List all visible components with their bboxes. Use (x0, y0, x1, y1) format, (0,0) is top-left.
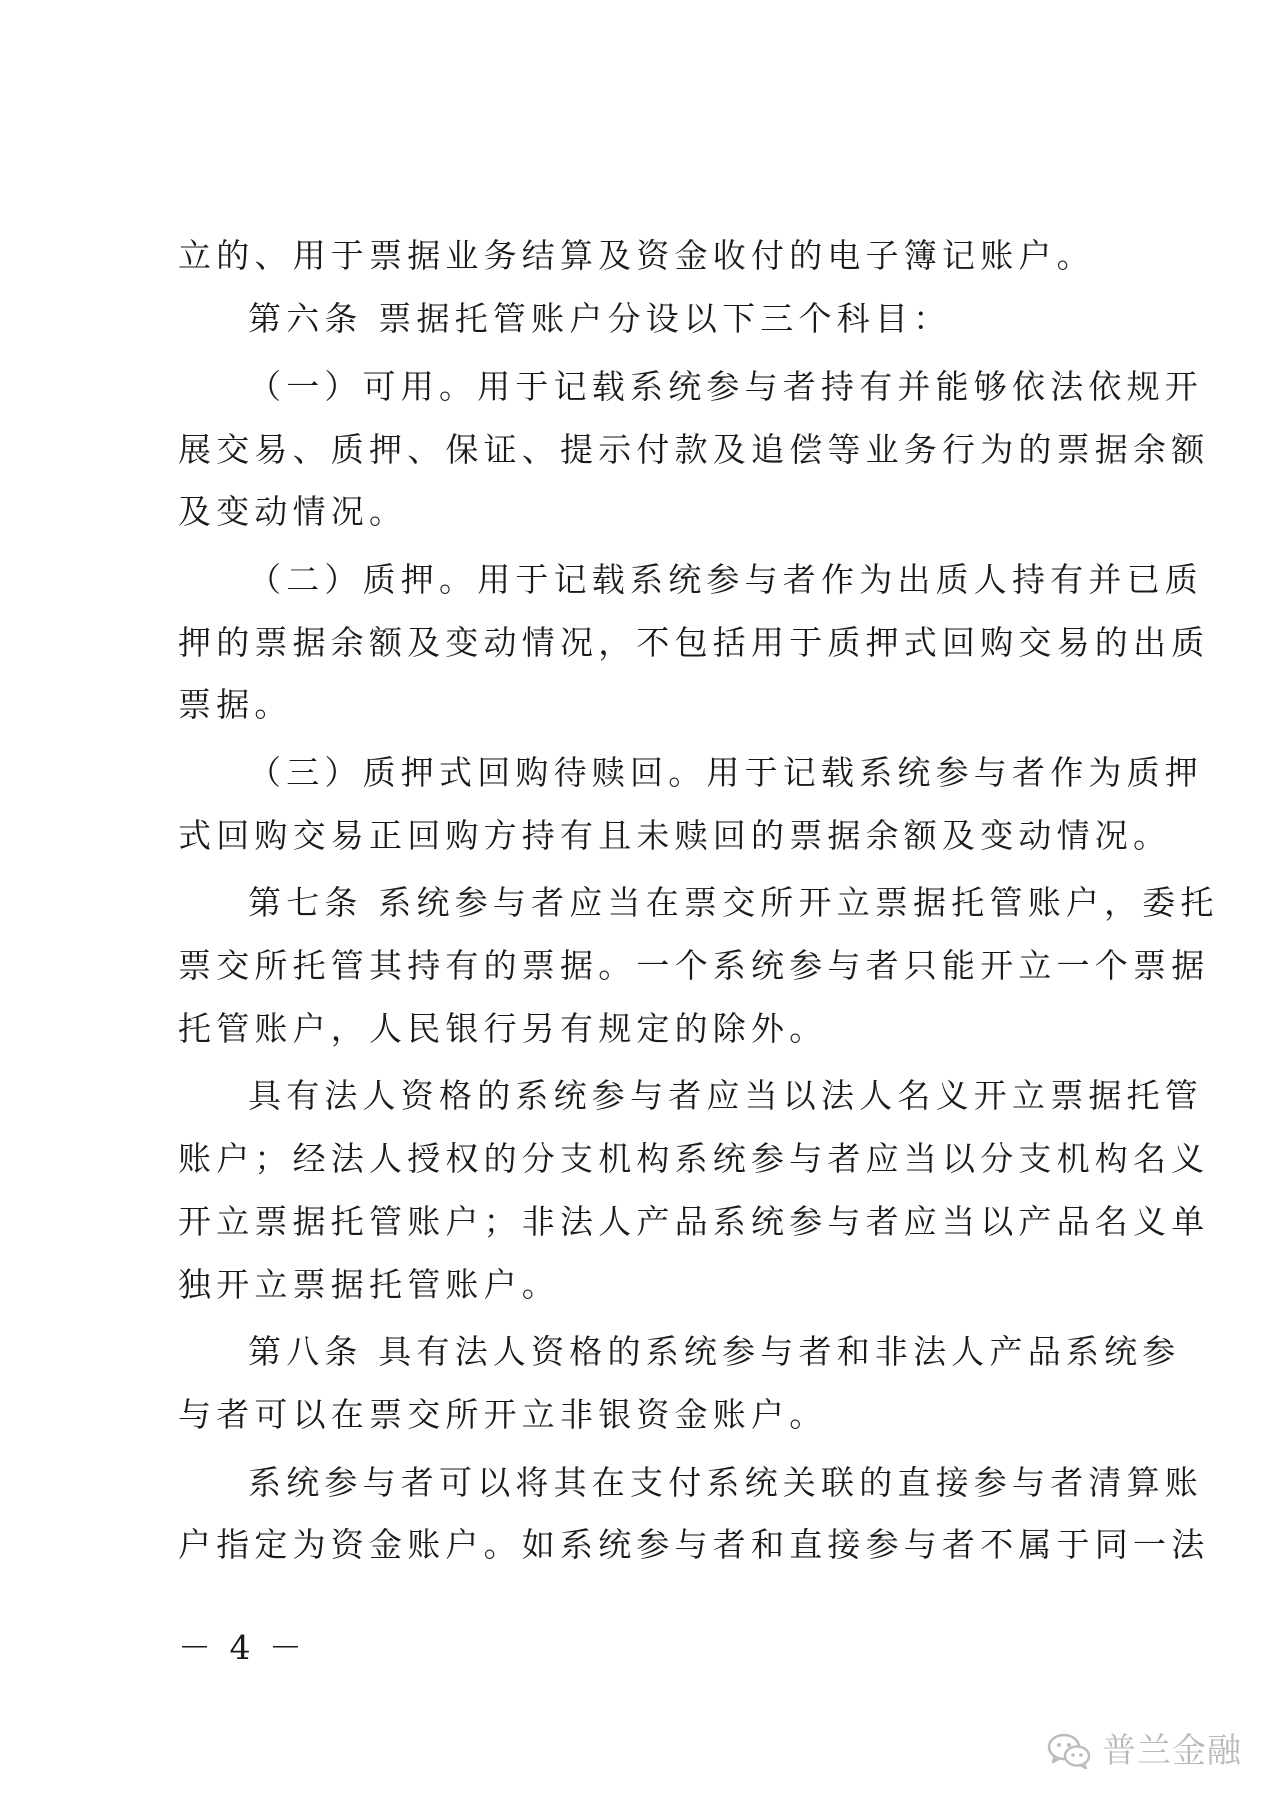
text-line: （一）可用。用于记载系统参与者持有并能够依法依规开 (248, 367, 1203, 406)
watermark-text: 普兰金融 (1102, 1731, 1242, 1771)
text-line: 及变动情况。 (178, 492, 408, 531)
text-line: 押的票据余额及变动情况，不包括用于质押式回购交易的出质 (178, 623, 1210, 662)
article-6-heading: 第六条 票据托管账户分设以下三个科目： (248, 299, 952, 338)
article-8-heading: 第八条 具有法人资格的系统参与者和非法人产品系统参 (248, 1332, 1181, 1371)
text-line: 立的、用于票据业务结算及资金收付的电子簿记账户。 (178, 236, 1095, 275)
watermark (1046, 1728, 1242, 1774)
page-number: － 4 － (178, 1628, 306, 1667)
text-line: 具有法人资格的系统参与者应当以法人名义开立票据托管 (248, 1076, 1203, 1115)
text-line: 户指定为资金账户。如系统参与者和直接参与者不属于同一法 (178, 1525, 1210, 1564)
text-line: 式回购交易正回购方持有且未赎回的票据余额及变动情况。 (178, 816, 1172, 855)
text-line: 票据。 (178, 685, 293, 724)
text-line: （三）质押式回购待赎回。用于记载系统参与者作为质押 (248, 753, 1203, 792)
text-line: （二）质押。用于记载系统参与者作为出质人持有并已质 (248, 560, 1203, 599)
text-line: 与者可以在票交所开立非银资金账户。 (178, 1395, 828, 1434)
text-line: 托管账户，人民银行另有规定的除外。 (178, 1009, 828, 1048)
text-line: 系统参与者可以将其在支付系统关联的直接参与者清算账 (248, 1463, 1203, 1502)
text-line: 独开立票据托管账户。 (178, 1265, 560, 1304)
wechat-icon (1046, 1731, 1092, 1771)
text-line: 账户；经法人授权的分支机构系统参与者应当以分支机构名义 (178, 1139, 1210, 1178)
text-line: 展交易、质押、保证、提示付款及追偿等业务行为的票据余额 (178, 430, 1210, 469)
text-line: 开立票据托管账户；非法人产品系统参与者应当以产品名义单 (178, 1202, 1210, 1241)
article-7-heading: 第七条 系统参与者应当在票交所开立票据托管账户，委托 (248, 883, 1219, 922)
text-line: 票交所托管其持有的票据。一个系统参与者只能开立一个票据 (178, 946, 1210, 985)
